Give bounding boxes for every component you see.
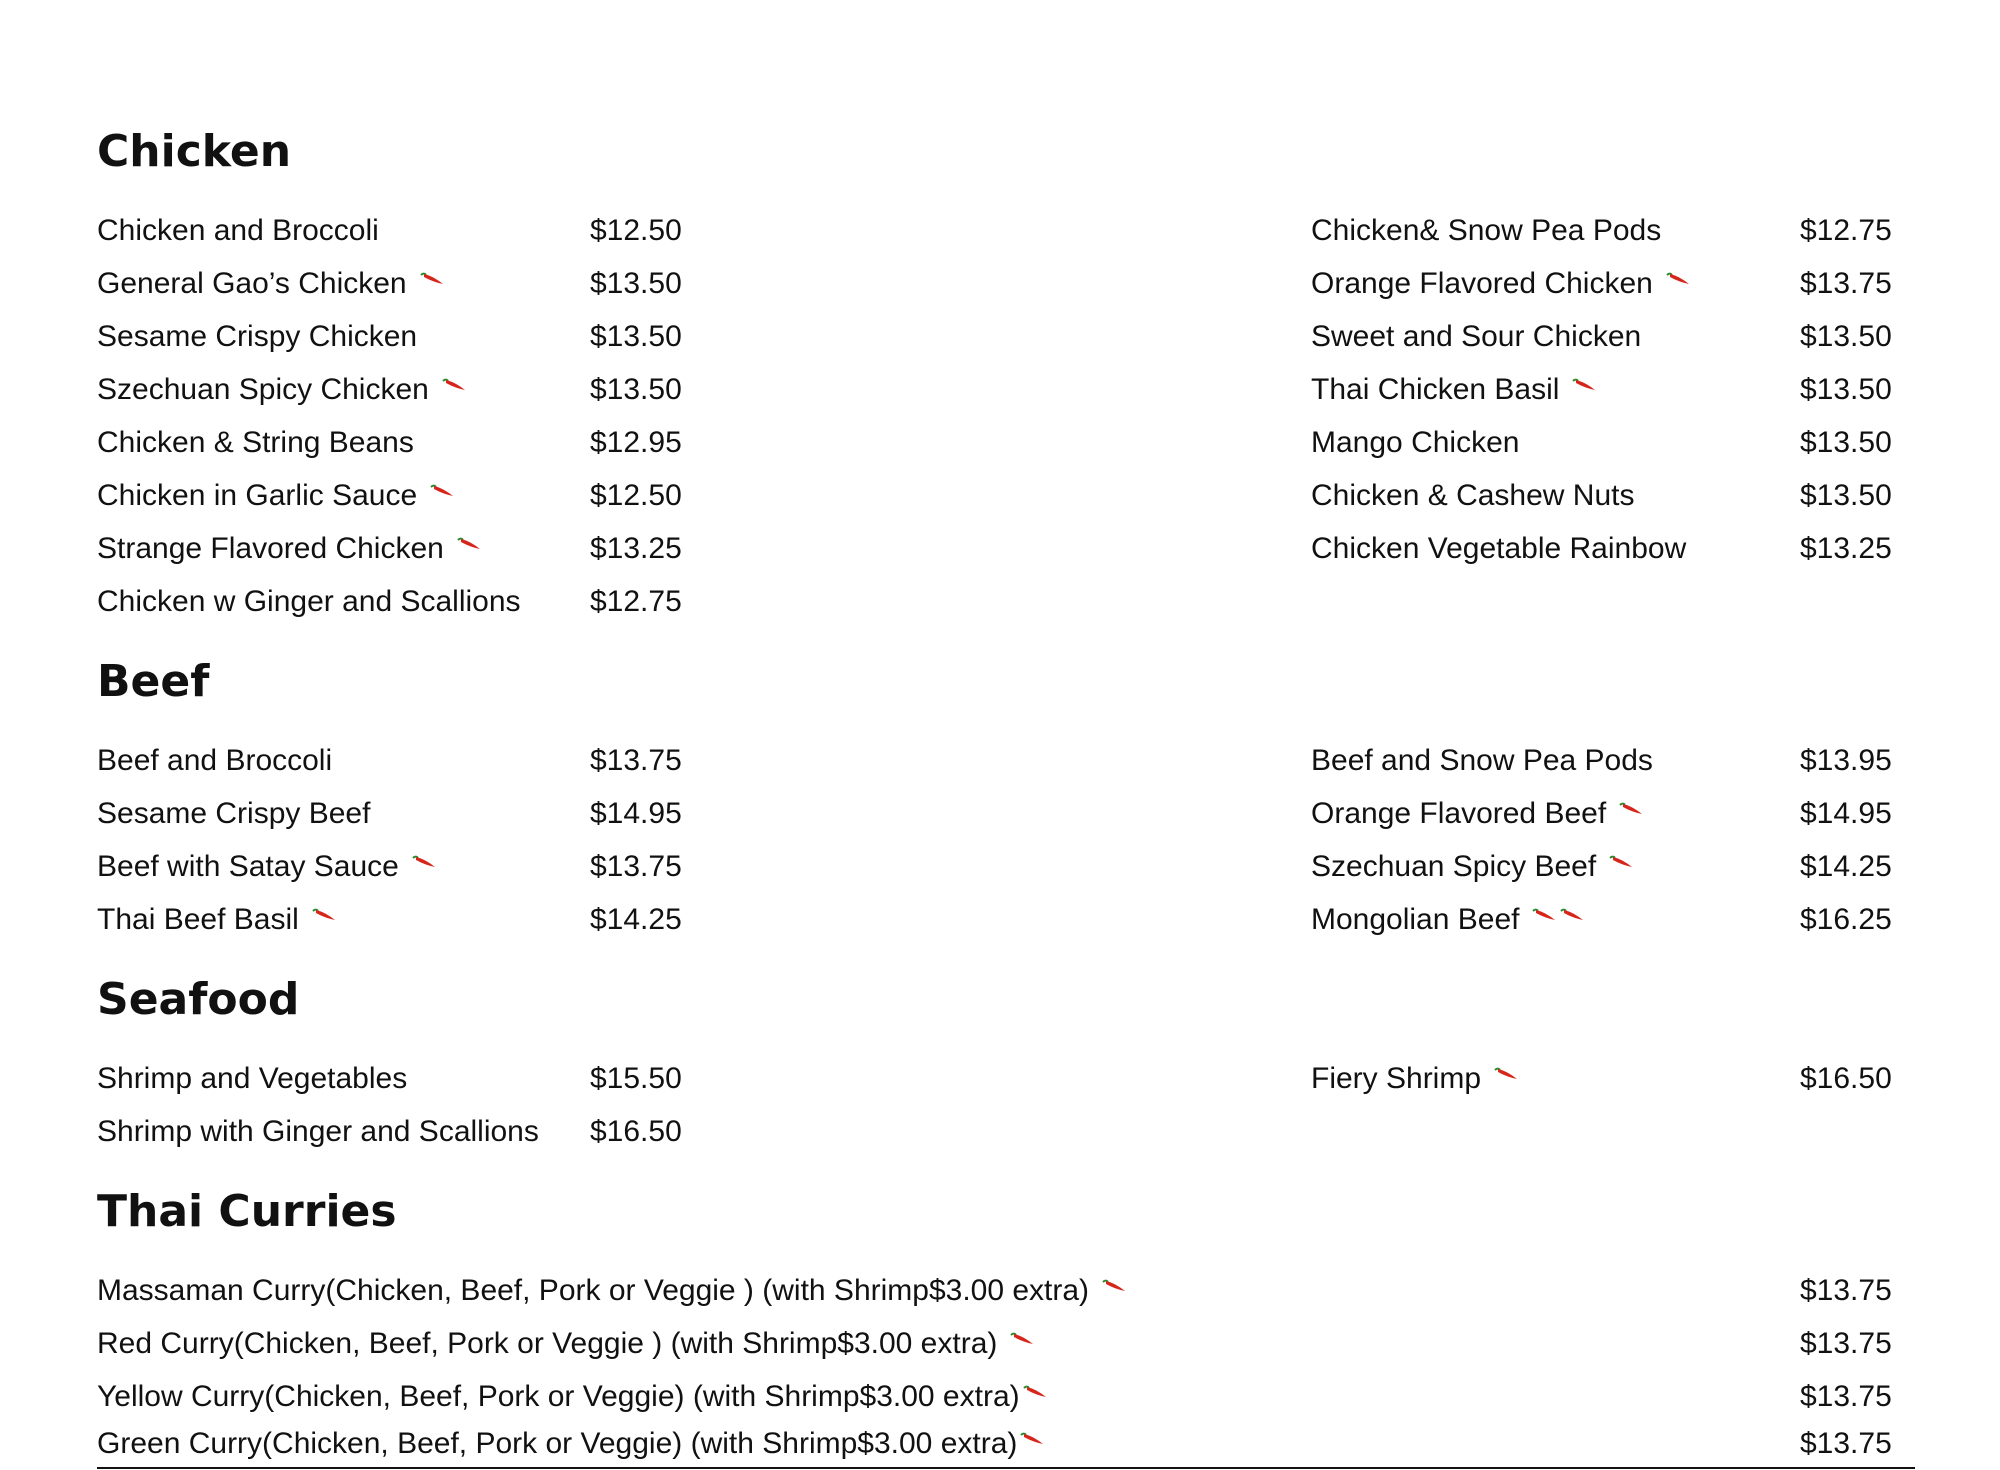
item-name: Chicken Vegetable Rainbow xyxy=(1311,532,1687,565)
chili-pepper-icon xyxy=(441,359,467,407)
item-name: Chicken and Broccoli xyxy=(97,214,379,247)
item-name: Orange Flavored Beef xyxy=(1311,790,1644,839)
item-price: $12.50 xyxy=(590,479,682,512)
item-name: Chicken in Garlic Sauce xyxy=(97,472,455,521)
item-name: Shrimp and Vegetables xyxy=(97,1062,408,1095)
item-name: Chicken & Cashew Nuts xyxy=(1311,479,1635,512)
chili-pepper-icon xyxy=(419,253,445,301)
item-name: Chicken& Snow Pea Pods xyxy=(1311,214,1662,247)
item-price: $14.25 xyxy=(1800,850,1892,883)
item-price: $13.50 xyxy=(1800,373,1892,406)
item-price: $12.95 xyxy=(590,426,682,459)
item-price: $13.95 xyxy=(1800,744,1892,777)
item-price: $13.50 xyxy=(590,373,682,406)
item-name: Beef and Broccoli xyxy=(97,744,333,777)
item-price: $13.25 xyxy=(1800,532,1892,565)
item-name: Beef with Satay Sauce xyxy=(97,843,437,892)
item-price: $14.95 xyxy=(590,797,682,830)
bottom-rule xyxy=(97,1467,1915,1469)
chili-pepper-icon xyxy=(1101,1260,1127,1308)
chili-pepper-icon xyxy=(1571,359,1597,407)
item-name: Orange Flavored Chicken xyxy=(1311,260,1691,309)
item-name: Mongolian Beef xyxy=(1311,896,1585,945)
item-name: Szechuan Spicy Beef xyxy=(1311,843,1634,892)
chili-pepper-icon xyxy=(1559,889,1585,937)
item-price: $13.50 xyxy=(590,320,682,353)
item-name: General Gao’s Chicken xyxy=(97,260,445,309)
chili-pepper-icon xyxy=(1531,889,1557,937)
item-price: $16.25 xyxy=(1800,903,1892,936)
item-name: Beef and Snow Pea Pods xyxy=(1311,744,1653,777)
item-name: Massaman Curry(Chicken, Beef, Pork or Veggie ) (with Shrimp$3.00 extra) xyxy=(97,1267,1127,1316)
item-price: $14.25 xyxy=(590,903,682,936)
item-name: Szechuan Spicy Chicken xyxy=(97,366,467,415)
chili-pepper-icon xyxy=(456,518,482,566)
item-price: $15.50 xyxy=(590,1062,682,1095)
item-price: $16.50 xyxy=(1800,1062,1892,1095)
item-price: $13.75 xyxy=(590,850,682,883)
item-price: $13.75 xyxy=(1800,267,1892,300)
chili-pepper-icon xyxy=(1608,836,1634,884)
section-heading-thai-curries: Thai Curries xyxy=(97,1186,397,1237)
item-name: Shrimp with Ginger and Scallions xyxy=(97,1115,539,1148)
item-name: Thai Chicken Basil xyxy=(1311,366,1597,415)
chili-pepper-icon xyxy=(311,889,337,937)
item-price: $13.75 xyxy=(1800,1274,1892,1307)
chili-pepper-icon xyxy=(1618,783,1644,831)
item-price: $13.75 xyxy=(1800,1327,1892,1360)
item-name: Thai Beef Basil xyxy=(97,896,337,945)
item-name: Yellow Curry(Chicken, Beef, Pork or Veggie) (with Shrimp$3.00 extra) xyxy=(97,1373,1048,1422)
item-name: Sweet and Sour Chicken xyxy=(1311,320,1642,353)
item-price: $13.75 xyxy=(590,744,682,777)
item-price: $13.25 xyxy=(590,532,682,565)
item-name: Fiery Shrimp xyxy=(1311,1055,1519,1104)
chili-pepper-icon xyxy=(1022,1366,1048,1414)
section-heading-seafood: Seafood xyxy=(97,974,300,1025)
item-price: $13.50 xyxy=(1800,479,1892,512)
item-price: $13.50 xyxy=(590,267,682,300)
chili-pepper-icon xyxy=(411,836,437,884)
item-name: Mango Chicken xyxy=(1311,426,1520,459)
section-heading-beef: Beef xyxy=(97,656,210,707)
item-name: Chicken & String Beans xyxy=(97,426,414,459)
item-price: $12.75 xyxy=(1800,214,1892,247)
item-name: Strange Flavored Chicken xyxy=(97,525,482,574)
chili-pepper-icon xyxy=(1019,1413,1045,1461)
item-price: $14.95 xyxy=(1800,797,1892,830)
section-heading-chicken: Chicken xyxy=(97,126,292,177)
item-name: Sesame Crispy Beef xyxy=(97,797,371,830)
item-name: Chicken w Ginger and Scallions xyxy=(97,585,521,618)
chili-pepper-icon xyxy=(429,465,455,513)
item-name: Red Curry(Chicken, Beef, Pork or Veggie ) (with Shrimp$3.00 extra) xyxy=(97,1320,1035,1369)
chili-pepper-icon xyxy=(1493,1048,1519,1096)
item-price: $12.75 xyxy=(590,585,682,618)
item-price: $13.75 xyxy=(1800,1427,1892,1460)
item-name: Sesame Crispy Chicken xyxy=(97,320,418,353)
item-price: $13.75 xyxy=(1800,1380,1892,1413)
chili-pepper-icon xyxy=(1009,1313,1035,1361)
item-price: $16.50 xyxy=(590,1115,682,1148)
item-name: Green Curry(Chicken, Beef, Pork or Veggie) (with Shrimp$3.00 extra) xyxy=(97,1420,1045,1469)
chili-pepper-icon xyxy=(1665,253,1691,301)
item-price: $13.50 xyxy=(1800,426,1892,459)
item-price: $13.50 xyxy=(1800,320,1892,353)
item-price: $12.50 xyxy=(590,214,682,247)
